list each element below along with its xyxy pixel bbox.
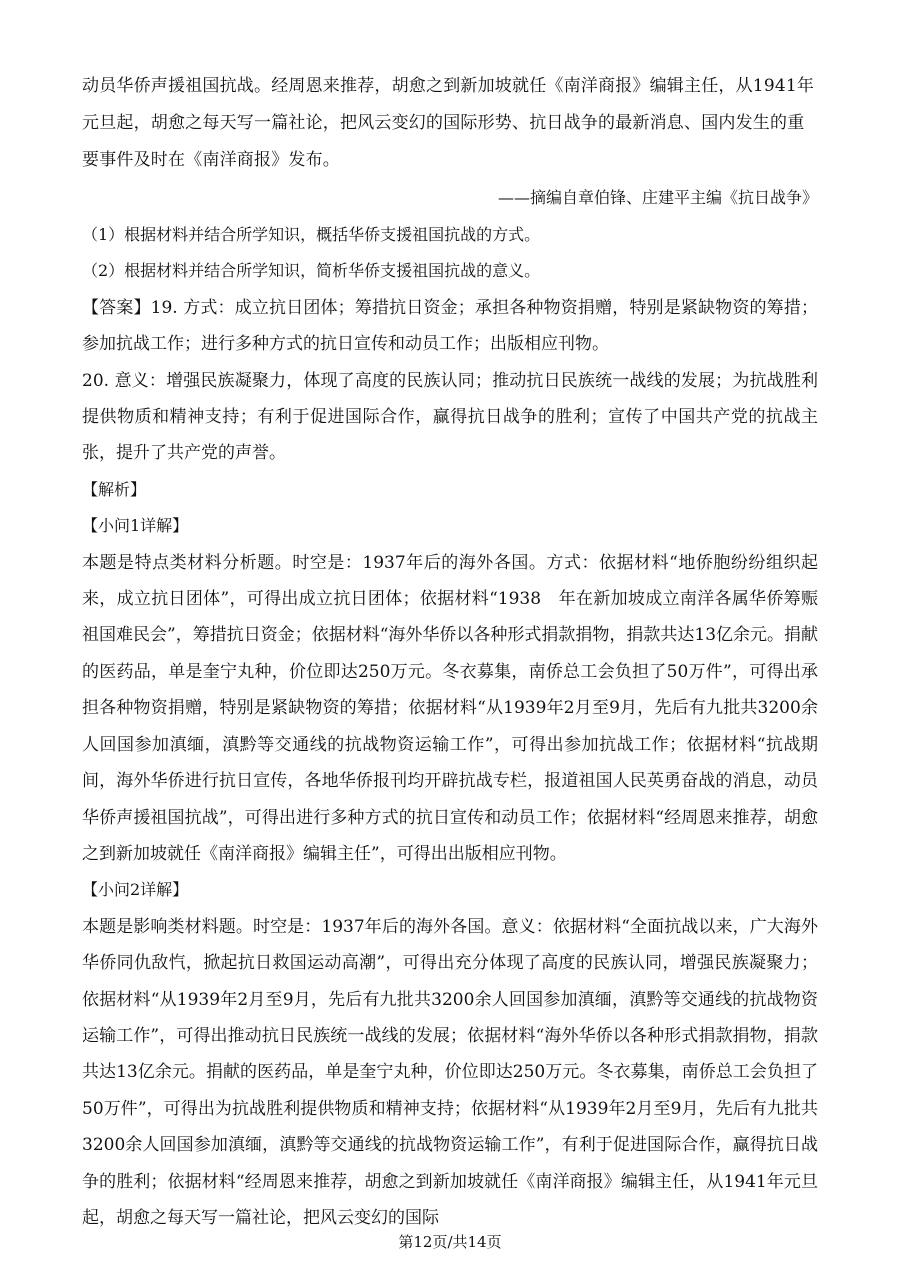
document-body xyxy=(82,68,818,1236)
analysis-heading: 【解析】 xyxy=(82,479,147,499)
material-paragraph: 动员华侨声援祖国抗战。经周恩来推荐，胡愈之到新加坡就任《南洋商报》编辑主任，从1941年元旦起，胡愈之每天写一篇社论，把风云变幻的国际形势、抗日战争的最新消息、国内发生的重要事件及时在《南洋商报》发布。 xyxy=(82,76,815,170)
material-source: ——摘编自章伯锋、庄建平主编《抗日战争》 xyxy=(497,188,818,207)
sub-question-1-heading: 【小问1详解】 xyxy=(82,516,189,536)
page-footer: 第12页/共14页 xyxy=(398,1233,502,1251)
answer-19: 【答案】19. 方式：成立抗日团体；筹措抗日资金；承担各种物资捐赠，特别是紧缺物资的筹措；参加抗战工作；进行多种方式的抗日宣传和动员工作；出版相应刊物。 xyxy=(82,297,818,355)
sub-question-1-explanation: 本题是特点类材料分析题。时空是：1937年后的海外各国。方式：依据材料“地侨胞纷纷组织起来，成立抗日团体”，可得出成立抗日团体；依据材料“1938 年在新加坡成立南洋各属华侨筹赈祖国难民会”，筹措抗日资金；依据材料“海外华侨以各种形式捐款捐物，捐款共达13亿余元。捐献的医药品，单是奎宁丸种，价位即达250万元。冬衣募集，南侨总工会负担了50万件”，可得出承担各种物资捐赠，特别是紧缺物资的筹措；依据材料“从1939年2月至9月，先后有九批共3200余人回国参加滇缅，滇黔等交通线的抗战物资运输工作”，可得出参加抗战工作；依据材料“抗战期间，海外华侨进行抗日宣传，各地华侨报刊均开辟抗战专栏，报道祖国人民英勇奋战的消息，动员华侨声援祖国抗战”，可得出进行多种方式的抗日宣传和动员工作；依据材料“经周恩来推荐，胡愈之到新加坡就任《南洋商报》编辑主任”，可得出出版相应刊物。 xyxy=(82,552,819,864)
sub-question-2-explanation: 本题是影响类材料题。时空是：1937年后的海外各国。意义：依据材料“全面抗战以来，广大海外华侨同仇敌忾，掀起抗日救国运动高潮”，可得出充分体现了高度的民族认同，增强民族凝聚力；依据材料“从1939年2月至9月，先后有九批共3200余人回国参加滇缅，滇黔等交通线的抗战物资运输工作”，可得出推动抗日民族统一战线的发展；依据材料“海外华侨以各种形式捐款捐物，捐款共达13亿余元。捐献的医药品，单是奎宁丸种，价位即达250万元。冬衣募集，南侨总工会负担了50万件”，可得出为抗战胜利提供物质和精神支持；依据材料“从1939年2月至9月，先后有九批共3200余人回国参加滇缅，滇黔等交通线的抗战物资运输工作”，有利于促进国际合作，赢得抗日战争的胜利；依据材料“经周恩来推荐，胡愈之到新加坡就任《南洋商报》编辑主任，从1941年元旦起，胡愈之每天写一篇社论，把风云变幻的国际 xyxy=(82,916,818,1228)
answer-20: 20. 意义：增强民族凝聚力，体现了高度的民族认同；推动抗日民族统一战线的发展；为抗战胜利提供物质和精神支持；有利于促进国际合作，赢得抗日战争的胜利；宣传了中国共产党的抗战主张，提升了共产党的声誉。 xyxy=(82,370,818,464)
sub-question-2-heading: 【小问2详解】 xyxy=(82,880,189,900)
question-2: （2）根据材料并结合所学知识，简析华侨支援祖国抗战的意义。 xyxy=(82,261,541,281)
question-1: （1）根据材料并结合所学知识，概括华侨支援祖国抗战的方式。 xyxy=(82,225,541,244)
